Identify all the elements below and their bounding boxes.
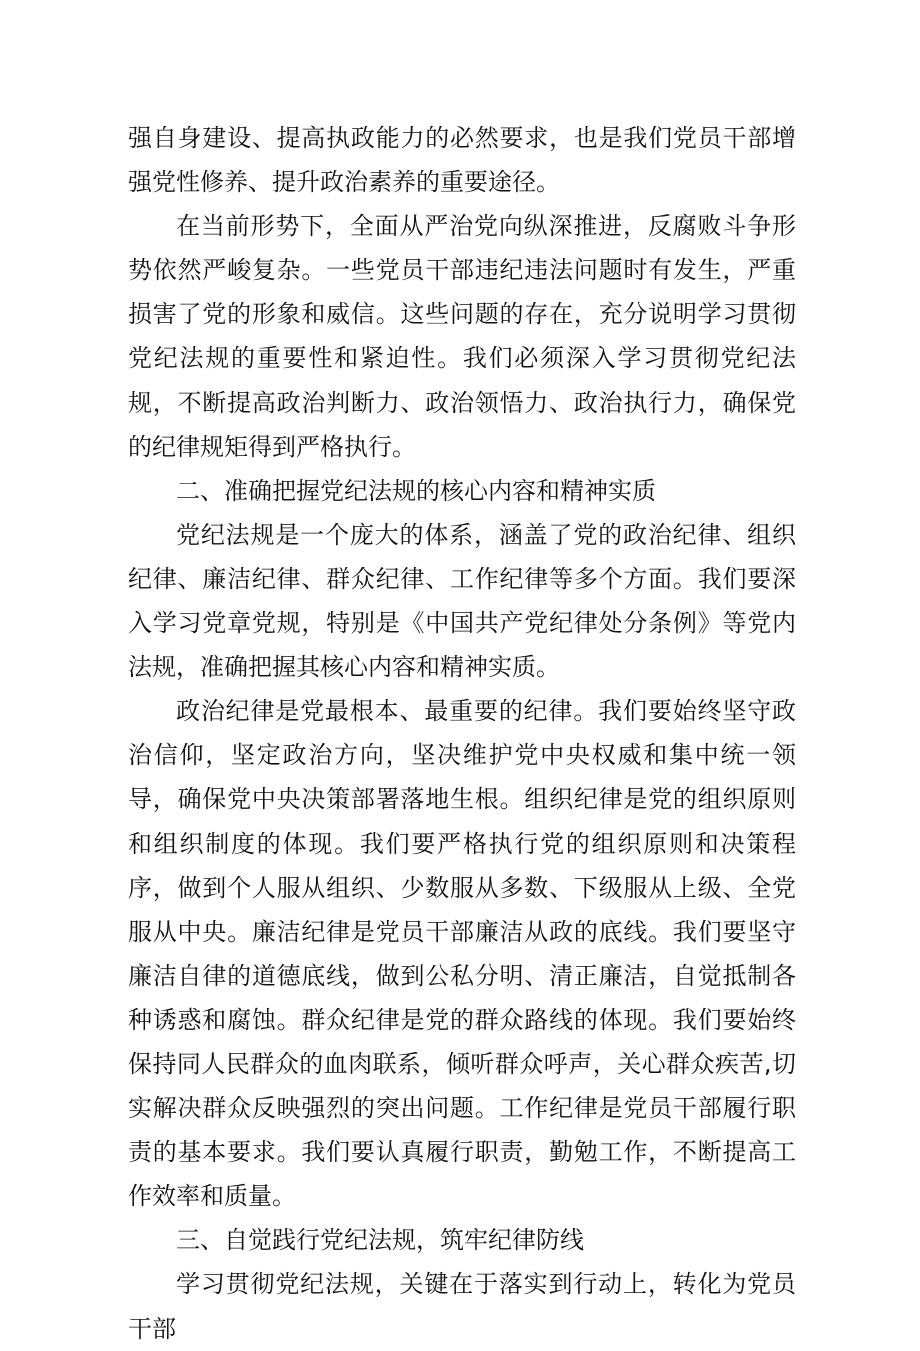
- paragraph-practice: 学习贯彻党纪法规，关键在于落实到行动上，转化为党员干部: [128, 1270, 796, 1343]
- section-heading-three: 三、自觉践行党纪法规，筑牢纪律防线: [176, 1226, 584, 1255]
- paragraph-system-overview: 党纪法规是一个庞大的体系，涵盖了党的政治纪律、组织纪律、廉洁纪律、群众纪律、工作纪律等多个方面。我们要深入学习党章党规，特别是《中国共产党纪律处分条例》等党内法规，准确把握其核心内容和精神实质。: [128, 520, 796, 682]
- paragraph-situation: 在当前形势下，全面从严治党向纵深推进，反腐败斗争形势依然严峻复杂。一些党员干部违纪违法问题时有发生，严重损害了党的形象和威信。这些问题的存在，充分说明学习贯彻党纪法规的重要性和紧迫性。我们必须深入学习贯彻党纪法规，不断提高政治判断力、政治领悟力、政治执行力，确保党的纪律规矩得到严格执行。: [128, 212, 796, 461]
- paragraph-continuation: 强自身建设、提高执政能力的必然要求，也是我们党员干部增强党性修养、提升政治素养的重要途径。: [128, 124, 796, 197]
- document-body: [128, 116, 796, 1351]
- section-heading-two: 二、准确把握党纪法规的核心内容和精神实质: [176, 476, 656, 505]
- paragraph-discipline-types: 政治纪律是党最根本、最重要的纪律。我们要始终坚守政治信仰，坚定政治方向，坚决维护党中央权威和集中统一领导，确保党中央决策部署落地生根。组织纪律是党的组织原则和组织制度的体现。我们要严格执行党的组织原则和决策程序，做到个人服从组织、少数服从多数、下级服从上级、全党服从中央。廉洁纪律是党员干部廉洁从政的底线。我们要坚守廉洁自律的道德底线，做到公私分明、清正廉洁，自觉抵制各种诱惑和腐蚀。群众纪律是党的群众路线的体现。我们要始终保持同人民群众的血肉联系，倾听群众呼声，关心群众疾苦,切实解决群众反映强烈的突出问题。工作纪律是党员干部履行职责的基本要求。我们要认真履行职责，勤勉工作，不断提高工作效率和质量。: [128, 697, 796, 1211]
